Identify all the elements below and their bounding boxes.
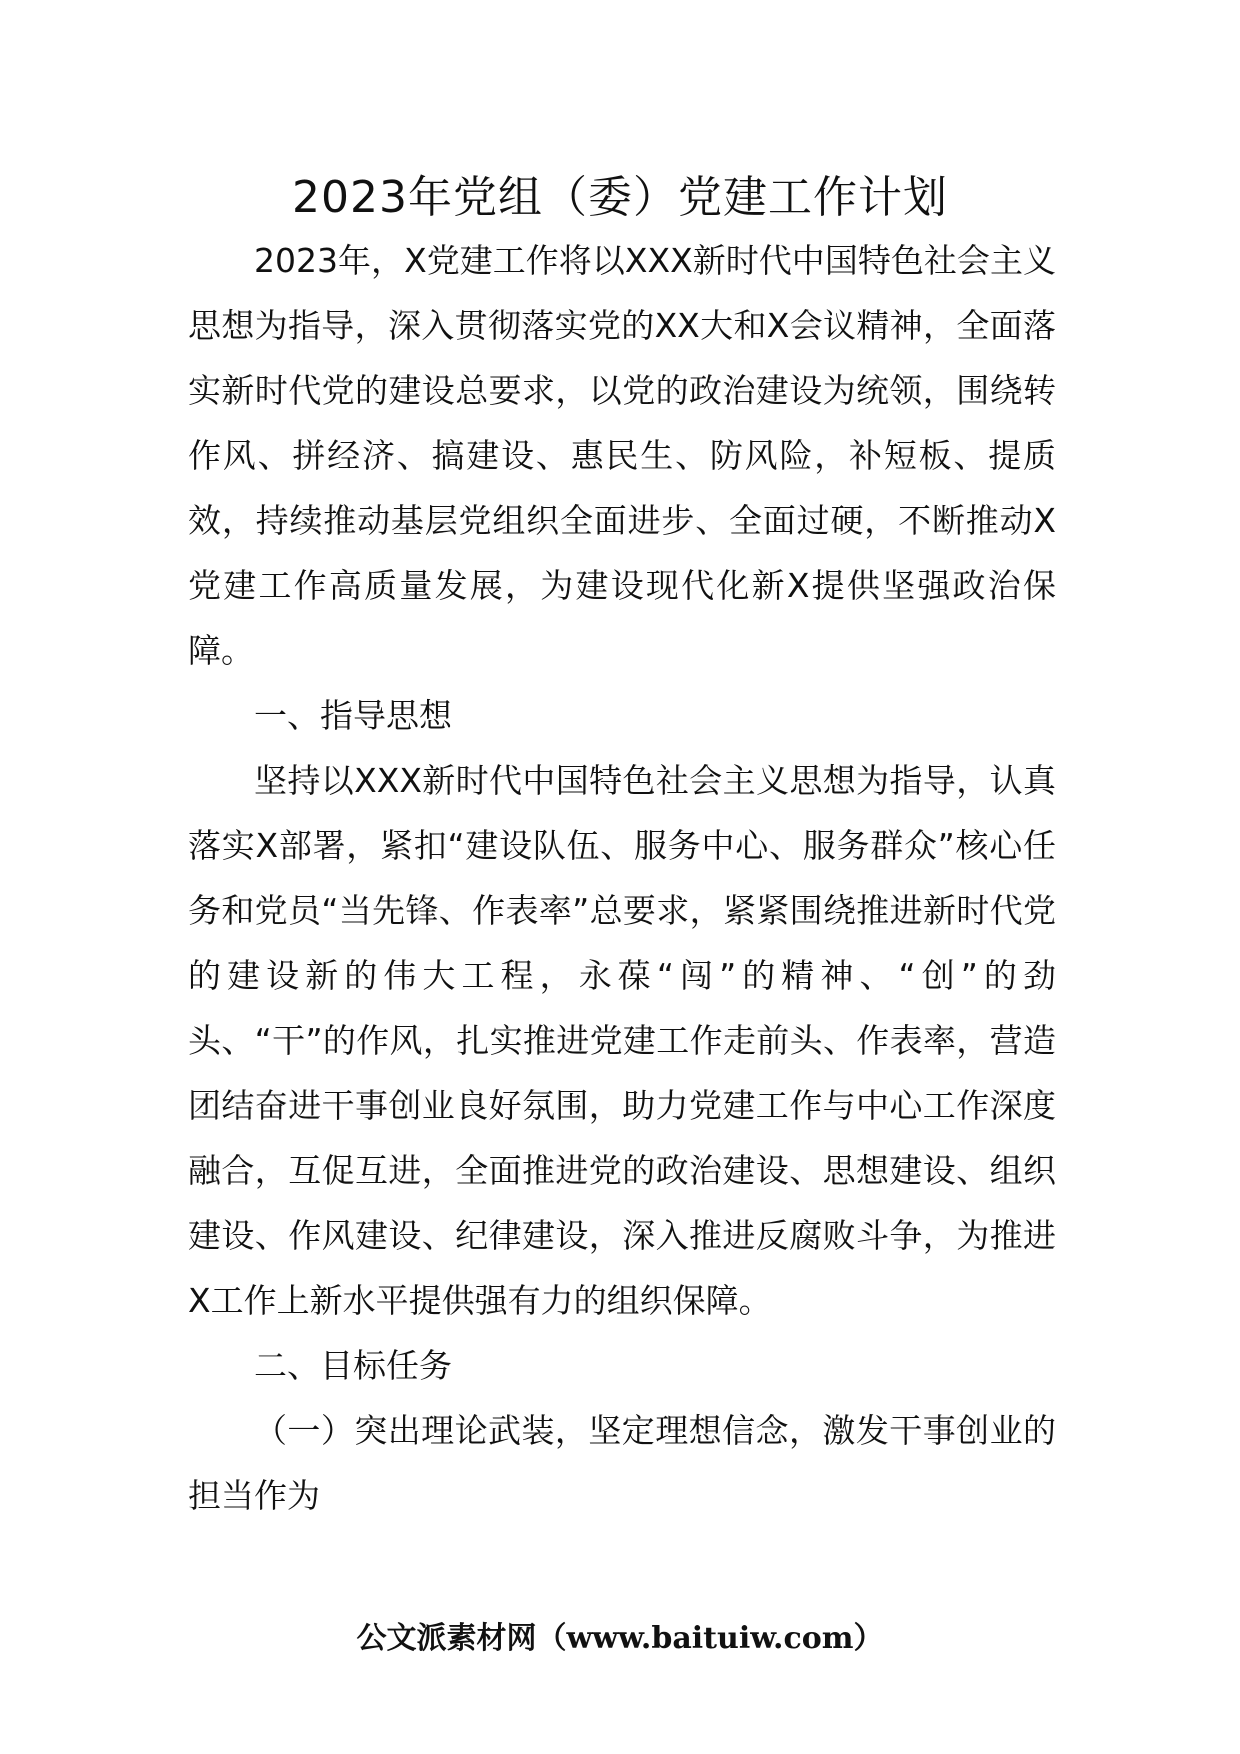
subsection-heading-theory: （一）突出理论武装，坚定理想信念，激发干事创业的担当作为 xyxy=(188,1411,1056,1515)
document-body xyxy=(188,228,1056,1528)
section-heading-guiding-ideology: 一、指导思想 xyxy=(254,696,452,735)
intro-paragraph: 2023年，X党建工作将以XXX新时代中国特色社会主义思想为指导，深入贯彻落实党的XX大和X会议精神，全面落实新时代党的建设总要求，以党的政治建设为统领，围绕转作风、拼经济、搞建设、惠民生、防风险，补短板、提质效，持续推动基层党组织全面进步、全面过硬，不断推动X党建工作高质量发展，为建设现代化新X提供坚强政治保障。 xyxy=(188,241,1056,670)
document-title: 2023年党组（委）党建工作计划 xyxy=(292,172,948,223)
source-footer: 公文派素材网（www.baituiw.com） xyxy=(356,1621,884,1656)
guiding-ideology-paragraph: 坚持以XXX新时代中国特色社会主义思想为指导，认真落实X部署，紧扣“建设队伍、服务中心、服务群众”核心任务和党员“当先锋、作表率”总要求，紧紧围绕推进新时代党的建设新的伟大工程，永葆“闯”的精神、“创”的劲头、“干”的作风，扎实推进党建工作走前头、作表率，营造团结奋进干事创业良好氛围，助力党建工作与中心工作深度融合，互促互进，全面推进党的政治建设、思想建设、组织建设、作风建设、纪律建设，深入推进反腐败斗争，为推进X工作上新水平提供强有力的组织保障。 xyxy=(188,761,1056,1320)
section-heading-goals-tasks: 二、目标任务 xyxy=(254,1346,452,1385)
